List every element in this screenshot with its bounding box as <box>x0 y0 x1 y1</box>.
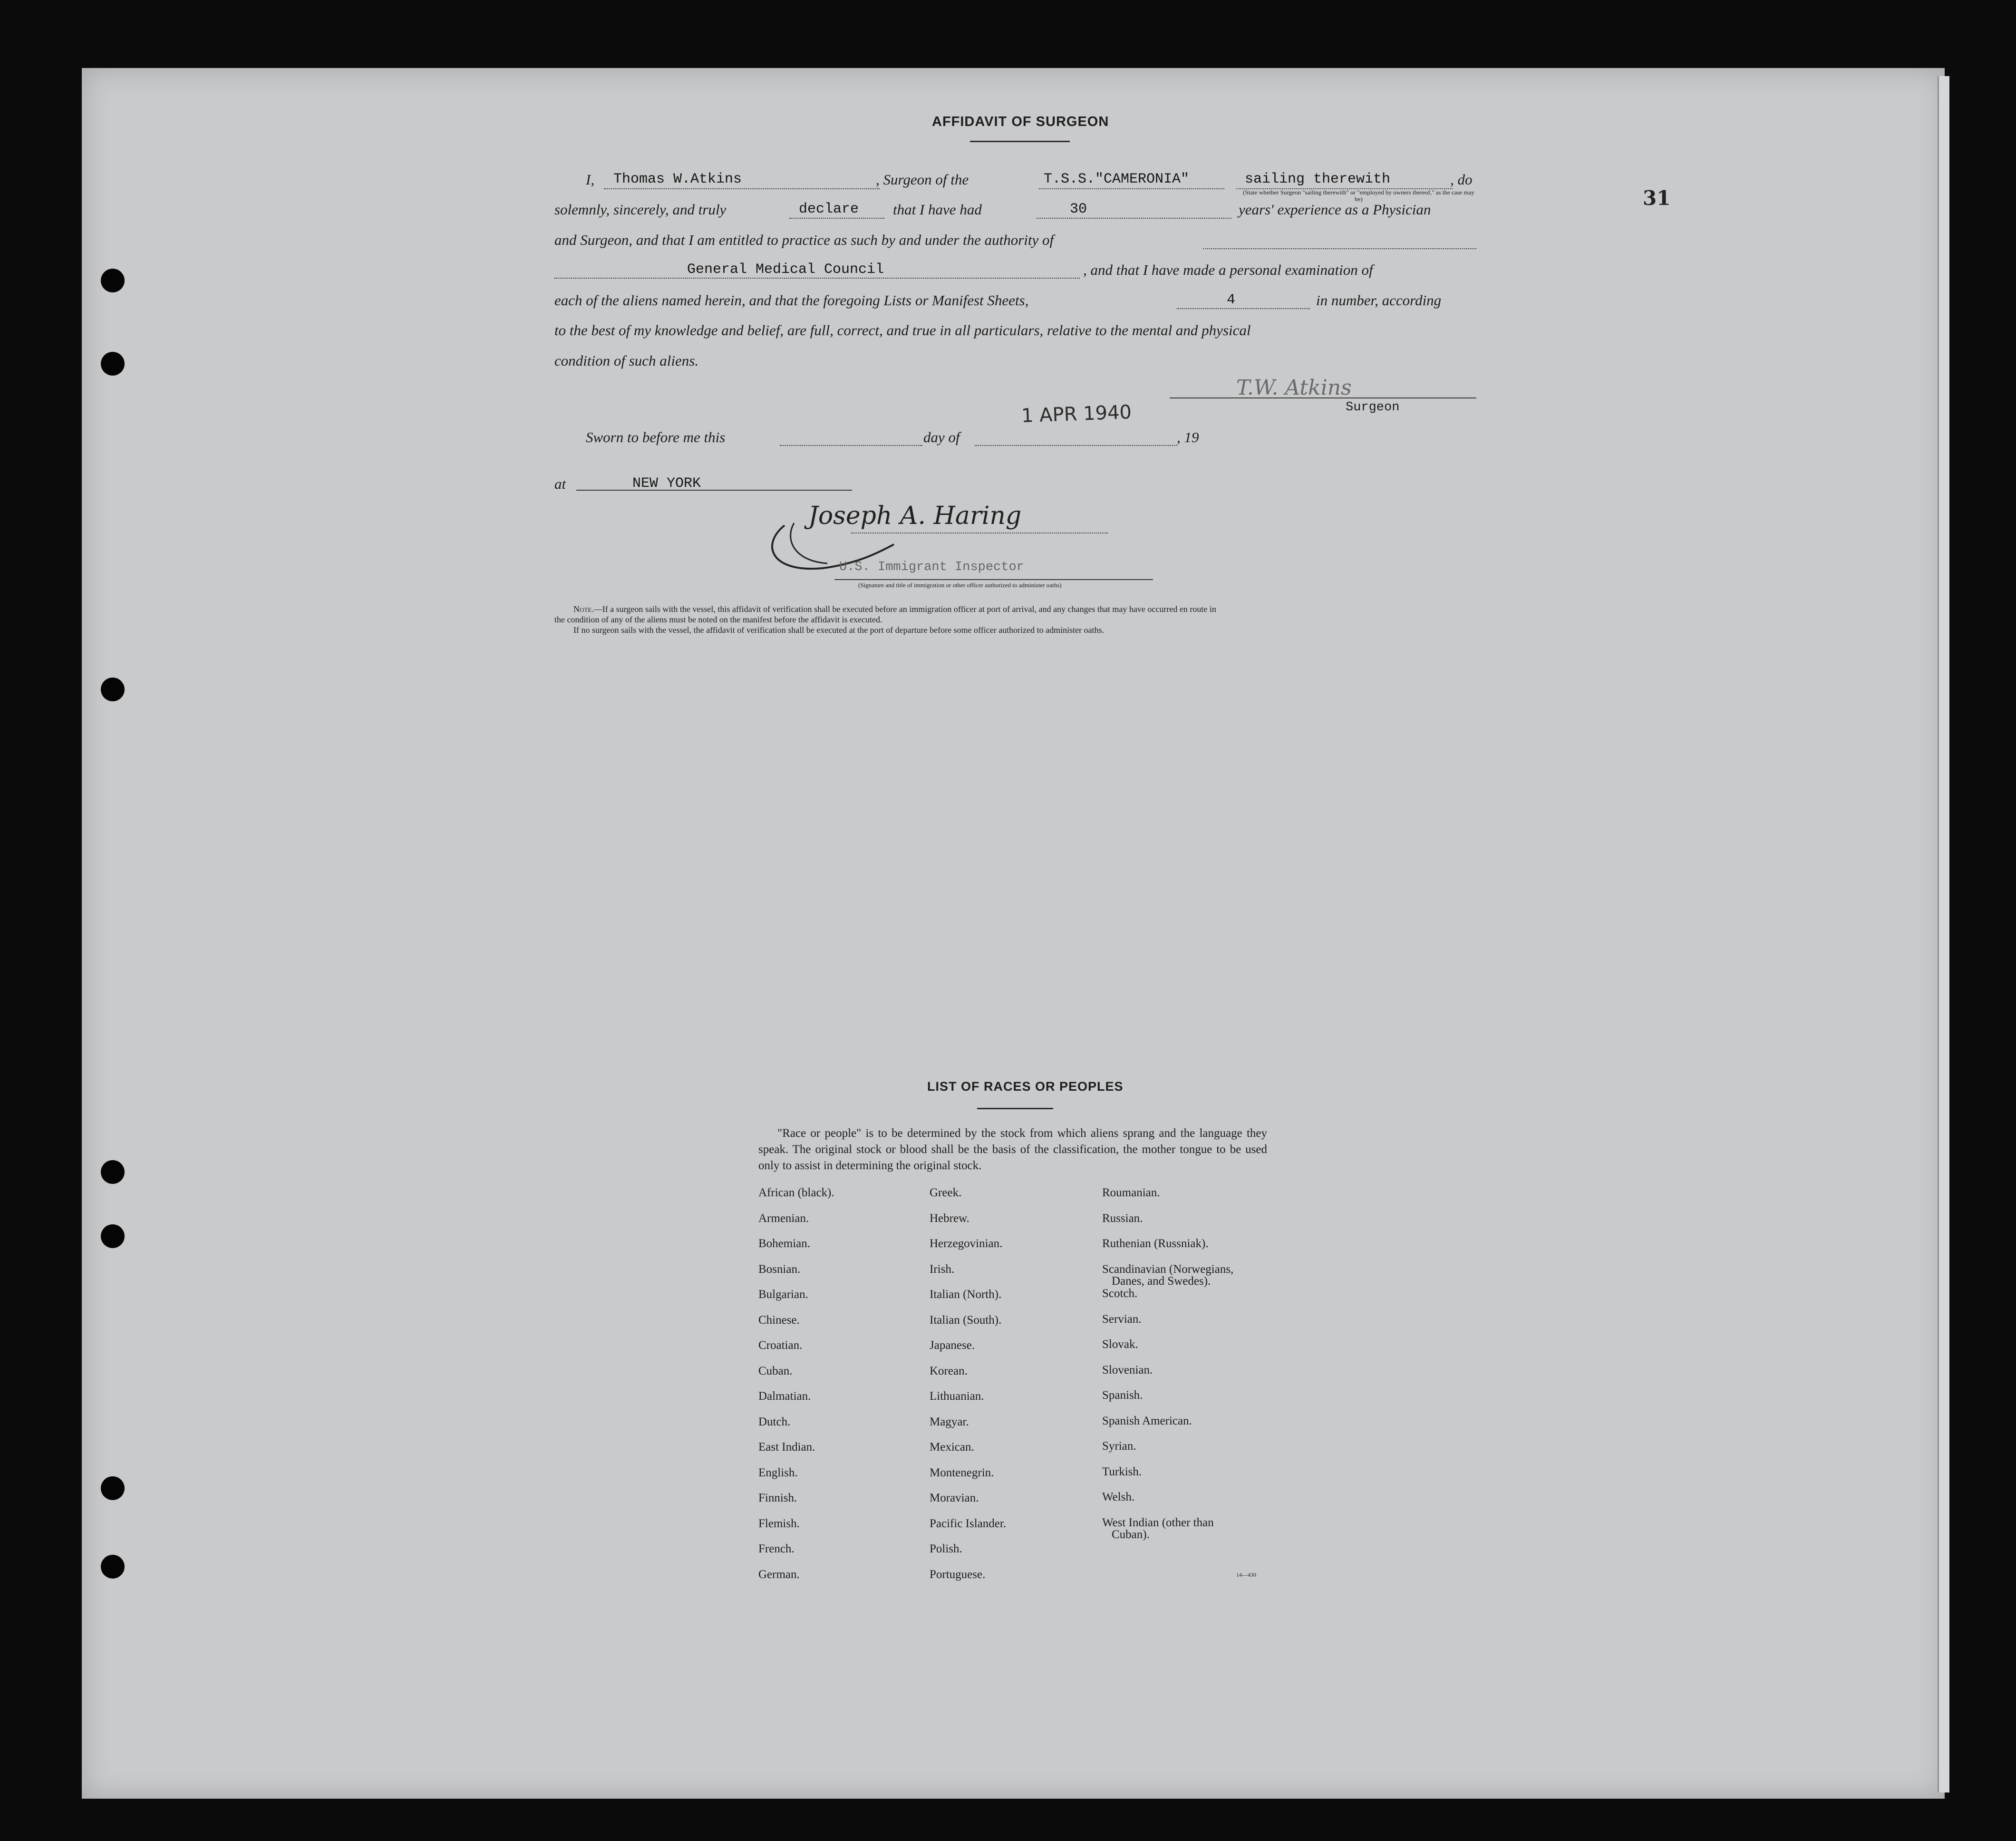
line5-after: in number, according <box>1316 292 1442 309</box>
page-edge <box>1938 76 1949 1793</box>
inspector-hint: (Signature and title of immigration or other officer authorized to administer oaths) <box>858 581 1062 589</box>
surgeon-name-line <box>604 188 880 189</box>
note-label: Note. <box>573 604 594 614</box>
line1-surgeon-of: , Surgeon of the <box>876 171 969 188</box>
race-list-item: Slovenian. <box>1102 1363 1153 1376</box>
race-list-item: Scotch. <box>1102 1287 1138 1300</box>
race-list-item: West Indian (other than <box>1102 1516 1214 1529</box>
surgeon-capacity-value: sailing therewith <box>1245 171 1391 187</box>
race-list-item: Roumanian. <box>1102 1186 1160 1199</box>
binder-hole <box>101 352 125 376</box>
races-column-2 <box>930 1186 1006 1593</box>
sworn-month-line <box>975 445 1177 446</box>
vessel-name-value: T.S.S."CAMERONIA" <box>1044 171 1190 187</box>
race-list-item: Polish. <box>930 1542 962 1555</box>
race-list-item: Danes, and Swedes). <box>1112 1275 1211 1288</box>
years-experience-line <box>1037 218 1231 219</box>
race-list-item: Scandinavian (Norwegians, <box>1102 1262 1234 1276</box>
races-column-3 <box>1102 1186 1233 1541</box>
authority-line-top <box>1203 248 1476 249</box>
race-list-item: Finnish. <box>758 1492 797 1504</box>
title-underline <box>970 141 1070 142</box>
race-list-item: Lithuanian. <box>930 1390 984 1403</box>
binder-hole <box>101 1555 125 1579</box>
race-list-item: Greek. <box>930 1186 962 1199</box>
race-list-item: Herzegovinian. <box>930 1237 1003 1250</box>
race-list-item: Italian (North). <box>930 1288 1002 1301</box>
line1-do: , do <box>1450 171 1473 188</box>
sworn-day-line <box>780 445 922 446</box>
race-list-item: Cuban. <box>758 1364 793 1377</box>
declaration-verb-line <box>789 218 884 219</box>
page-number: 31 <box>1643 186 1671 210</box>
note-line-3: If no surgeon sails with the vessel, the affidavit of verification shall be executed at the port of departure before some officer authorized to administer oaths. <box>573 625 1105 635</box>
line2-years: years' experience as a Physician <box>1239 201 1431 218</box>
affidavit-title: AFFIDAVIT OF SURGEON <box>932 114 1109 129</box>
inspector-title-line <box>834 579 1153 580</box>
race-list-item: Russian. <box>1102 1211 1143 1225</box>
sworn-text: Sworn to before me this <box>586 429 726 446</box>
binder-hole <box>101 1224 125 1248</box>
date-stamp: 1 APR 1940 <box>1021 401 1132 427</box>
race-list-item: Bulgarian. <box>758 1288 808 1301</box>
race-list-item: Spanish. <box>1102 1389 1143 1402</box>
note-line-2: the condition of any of the aliens must be noted on the manifest before the affidavit is executed. <box>554 615 882 624</box>
race-list-item: Magyar. <box>930 1415 969 1428</box>
line2-solemnly: solemnly, sincerely, and truly <box>554 201 727 218</box>
race-list-item: Dutch. <box>758 1415 791 1428</box>
race-list-item: Bosnian. <box>758 1262 801 1276</box>
race-list-item: Welsh. <box>1102 1491 1135 1503</box>
race-list-item: Ruthenian (Russniak). <box>1102 1237 1209 1250</box>
line2-that: that I have had <box>893 201 982 218</box>
races-intro: "Race or people" is to be determined by the stock from which aliens sprang and the language they speak. The original stock or blood shall be the basis of the classification, the mother tongue to be used only to assist in determining the original stock. <box>758 1127 1267 1172</box>
race-list-item: African (black). <box>758 1186 834 1199</box>
race-list-item: Dalmatian. <box>758 1390 811 1403</box>
capacity-hint: (State whether Surgeon "sailing therewith" or "employed by owners thereof," as the case may be) <box>1243 189 1474 203</box>
races-column-1 <box>758 1186 834 1593</box>
place-value: NEW YORK <box>632 475 701 492</box>
authority-value: General Medical Council <box>687 262 884 278</box>
authority-line <box>554 278 1080 279</box>
line5-text: each of the aliens named herein, and that the foregoing Lists or Manifest Sheets, <box>554 292 1029 309</box>
race-list-item: Bohemian. <box>758 1237 811 1250</box>
binder-hole <box>101 1476 125 1500</box>
race-list-item: Chinese. <box>758 1313 800 1327</box>
race-list-item: Croatian. <box>758 1339 803 1352</box>
race-list-item: Hebrew. <box>930 1211 969 1225</box>
races-title: LIST OF RACES OR PEOPLES <box>927 1079 1124 1094</box>
sheets-count-value: 4 <box>1227 292 1236 308</box>
race-list-item: Flemish. <box>758 1517 800 1530</box>
line7-text: condition of such aliens. <box>554 352 699 369</box>
race-list-item: Japanese. <box>930 1339 975 1352</box>
race-list-item: Mexican. <box>930 1441 974 1453</box>
inspector-signature: Joseph A. Haring <box>808 502 1022 530</box>
binder-hole <box>101 1160 125 1184</box>
line3-text: and Surgeon, and that I am entitled to practice as such by and under the authority of <box>554 232 1054 248</box>
race-list-item: Armenian. <box>758 1211 809 1225</box>
surgeon-signature: T.W. Atkins <box>1236 376 1352 400</box>
race-list-item: Korean. <box>930 1364 968 1377</box>
surgeon-signature-line <box>1170 397 1476 398</box>
at-label: at <box>554 475 566 492</box>
race-list-item: Cuban). <box>1112 1528 1150 1541</box>
race-list-item: Portuguese. <box>930 1568 986 1581</box>
race-list-item: Turkish. <box>1102 1465 1142 1478</box>
race-list-item: Slovak. <box>1102 1338 1138 1351</box>
sheets-count-line <box>1177 308 1310 309</box>
surgeon-name-value: Thomas W.Atkins <box>613 171 742 187</box>
race-list-item: Irish. <box>930 1262 955 1276</box>
race-list-item: Montenegrin. <box>930 1466 994 1479</box>
race-list-item: Syrian. <box>1102 1440 1136 1453</box>
place-line <box>576 490 852 491</box>
binder-hole <box>101 269 125 292</box>
note-line-1: —If a surgeon sails with the vessel, this affidavit of verification shall be executed before an immigration officer at port of arrival, and any changes that may have occurred en route in <box>593 604 1216 614</box>
vessel-name-line <box>1039 188 1224 189</box>
race-list-item: Moravian. <box>930 1492 979 1504</box>
surgeon-title: Surgeon <box>1346 400 1400 415</box>
inspector-title: U.S. Immigrant Inspector <box>839 560 1024 574</box>
form-code: 14—430 <box>1236 1571 1256 1578</box>
binder-hole <box>101 678 125 701</box>
line6-text: to the best of my knowledge and belief, are full, correct, and true in all particulars, relative to the mental and physical <box>554 322 1251 339</box>
declaration-verb-value: declare <box>799 201 859 217</box>
races-title-underline <box>977 1108 1053 1109</box>
sworn-day-of: day of <box>923 429 960 446</box>
race-list-item: Spanish American. <box>1102 1414 1192 1427</box>
race-list-item: French. <box>758 1542 795 1555</box>
line1-prefix: I, <box>586 171 595 188</box>
sworn-year: , 19 <box>1177 429 1199 446</box>
years-experience-value: 30 <box>1070 201 1087 217</box>
line4-text: , and that I have made a personal examination of <box>1083 262 1373 278</box>
race-list-item: Servian. <box>1102 1312 1142 1326</box>
race-list-item: Pacific Islander. <box>930 1517 1007 1530</box>
race-list-item: English. <box>758 1466 798 1479</box>
race-list-item: East Indian. <box>758 1441 815 1453</box>
note-paragraph <box>554 604 1216 635</box>
race-list-item: Italian (South). <box>930 1313 1002 1327</box>
race-list-item: German. <box>758 1568 800 1581</box>
